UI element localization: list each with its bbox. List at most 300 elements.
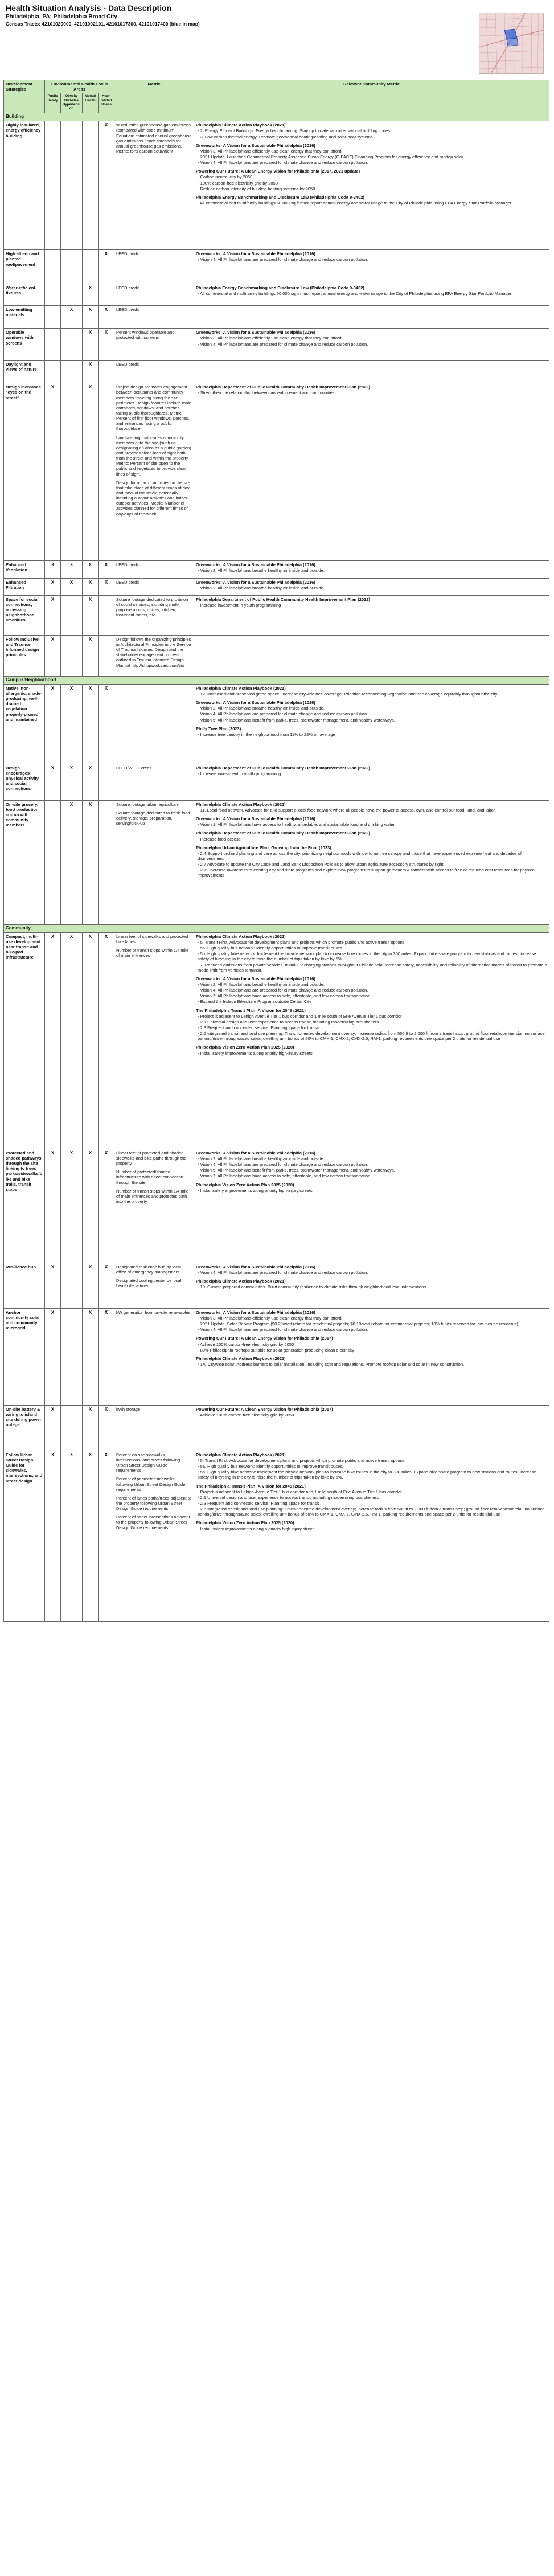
plan-item: - 80% Philadelphia rooftops suitable for solar generation producing clean electricity [198, 1347, 354, 1353]
strategy-cell: Design encourages physical activity and social connections [4, 764, 45, 800]
plan-item: - Reduce carbon intensity of building heating systems by 2050 [198, 186, 315, 191]
plan-title: Philadelphia Urban Agriculture Plan: Growing from the Root (2023) [196, 845, 331, 850]
plan-item: - 11. Local food network. Advocate for and support a local food network where all people have the power to access, own, and control our food, land, and labor. [198, 807, 496, 813]
metric-text: Square footage dedicated to provision of social services, including multi-purpose rooms, offices, kitchen, treatment rooms, etc. [116, 596, 190, 618]
table-row [4, 284, 549, 306]
x-public-safety [45, 800, 61, 924]
plan-reference [196, 143, 547, 166]
metric-text: % reduction greenhouse gas emissions (compared with code minimum Equation: estimated annual greenhouse gas emissions / code threshold for annual greenhouse gas emissions. Metric: tons carbon equivalent [116, 122, 193, 154]
metric-text: Number of transit stops within 1/4 mile of main entrances and protected path into the property [116, 1188, 190, 1204]
x-heat-illness: X [99, 1405, 114, 1451]
strategy-cell: Follow Urban Street Design Guide for sidewalks, intersections, and street design [4, 1451, 45, 1621]
relevant-metric-cell [194, 932, 549, 1149]
x-public-safety: X [45, 383, 61, 561]
plan-item: - Vision 4: All Philadelphians are prepared for climate change and reduce carbon pollution. [198, 711, 368, 717]
plan-title: Greenworks: A Vision for a Sustainable Philadelphia (2016) [196, 142, 315, 148]
x-public-safety: X [45, 1451, 61, 1621]
map-graphic [479, 13, 543, 73]
x-public-safety [45, 121, 61, 250]
section-row [4, 113, 549, 121]
plan-item: - Vision 2: All Philadelphians breathe healthy air inside and outside. [198, 1156, 325, 1161]
metric-cell [114, 800, 194, 924]
metric-text: Design follows the organizing principles in Architectural Principles in the Service of Trauma Informed Design and the stakeholder engagement process outlined in Trauma Informed Design Manual http://shopworksarc.com/tid/ [116, 636, 192, 668]
table-body [4, 113, 549, 1622]
x-obesity [61, 284, 83, 306]
plan-reference [196, 285, 547, 296]
plan-reference [196, 597, 547, 608]
x-obesity [61, 121, 83, 250]
relevant-metric-cell [194, 635, 549, 676]
metric-text: LEED credit [116, 251, 139, 257]
metric-cell [114, 1263, 194, 1308]
plan-item: - 5b. High quality bike network: Implement the bicycle network plan to increase bike routes in the city to 300 miles. Expand bike share program to new stations and routes. Increase safety of bicycling in the city to raise the number of trips taken by bike by 5%. [198, 951, 537, 962]
plan-reference [196, 1264, 547, 1275]
strategy-cell: Protected and shaded pathways through the site linking to trees parks/sidewalks/bike and bike trails, transit stops [4, 1149, 45, 1263]
plan-reference [196, 816, 547, 827]
table-row [4, 121, 549, 250]
plan-reference [196, 845, 547, 878]
plan-item: - 2.4 Support orchard planting and care across the city, prioritizing neighborhoods with low to no tree canopy and those that have experienced extreme heat and decades of disinvestment [198, 850, 523, 861]
plan-item: - 5a. High quality bus network: Identify opportunities to improve transit buses. [198, 945, 343, 951]
plan-item: - 2021 Update: Launched Commercial Property Assessed Clean Energy (C-PACE) Financing Program for energy efficiency and rooftop solar. [198, 154, 465, 159]
plan-reference [196, 1150, 547, 1179]
plan-item: - Install safety improvements along priority high-injury streets [198, 1187, 313, 1193]
plan-item: - 2.11 Increase awareness of existing city and state programs and explore new programs to support gardeners & farmers with access to free or reduced cost resources for physical improvements [198, 867, 537, 878]
metric-text: Percent windows operable and protected with screens [116, 330, 176, 341]
strategy-cell: Compact, multi-use development near transit and bike/ped infrastructure [4, 932, 45, 1149]
focus-col-mental-health: Mental Health [83, 93, 99, 113]
x-heat-illness: X [99, 329, 114, 361]
plan-reference [196, 1045, 547, 1055]
strategy-cell: Resilience hub [4, 1263, 45, 1308]
x-mental-health: X [83, 284, 99, 306]
x-public-safety: X [45, 1149, 61, 1263]
highlighted-tracts [504, 29, 517, 39]
x-public-safety: X [45, 635, 61, 676]
plan-item: - Vision 2: All Philadelphians breathe healthy air inside and outside. [198, 585, 325, 591]
relevant-metric-cell [194, 284, 549, 306]
plan-title: Greenworks: A Vision for a Sustainable Philadelphia (2016) [196, 579, 315, 585]
focus-col-public-safety: Public Safety [45, 93, 61, 113]
metric-cell [114, 284, 194, 306]
plan-item: - Vision 4: All Philadelphians are prepared for climate change and reduce carbon pollution. [198, 160, 368, 166]
relevant-metric-cell [194, 595, 549, 635]
plan-item: - Increase tree canopy in the neighborhood from 11% to 22% on average [198, 731, 335, 737]
x-mental-health: X [83, 684, 99, 764]
x-heat-illness: X [99, 1149, 114, 1263]
plan-title: Philadelphia Climate Action Playbook (2021) [196, 685, 286, 691]
x-obesity: X [61, 1451, 83, 1621]
metric-text: Linear feet of protected and shaded sidewalks and bike paths through the property [116, 1150, 188, 1166]
metric-text: Percent of lanes paths/trees adjacent to the property following Urban Street Design Guide requirements [116, 1495, 193, 1512]
plan-reference [196, 976, 547, 1005]
metric-text: Designated cooling center by local health department [116, 1278, 183, 1289]
x-public-safety: X [45, 1263, 61, 1308]
plan-item: - Vision 1: All Philadelphians have access to healthy, affordable, and sustainable food and drinking water. [198, 822, 396, 828]
plan-title: Philadelphia Energy Benchmarking and Disclosure Law (Philadelphia Code 9-3402) [196, 285, 364, 291]
table-row [4, 764, 549, 800]
metric-text: Percent of street intersections adjacent to the property following Urban Street Design Guide requirements [116, 1514, 191, 1530]
plan-item: - 2.5 Integrated transit and land use planning: Transit-oriented development overlay; Increase radius from 500 ft to 2,000 ft from a transit stop; ground floor retail/commercial; no surface parking/drive-throughs/auto sales; dwelling unit bonus of 50% to CMX-1, CMX-2, CMX-2.5, RM-1; parking requirements one space per 2 units for residential use [198, 1506, 546, 1517]
strategy-cell: Native, non-allergenic, shade-producing, well-drained vegetation properly pruned and maintained [4, 684, 45, 764]
plan-item: - Increase investment in youth programming [198, 771, 281, 776]
relevant-metric-cell [194, 1405, 549, 1451]
x-obesity [61, 361, 83, 383]
plan-item: - Vision 2: All Philadelphians breathe healthy air inside and outside. [198, 981, 325, 987]
metric-text: LEED/WELL credit [116, 765, 152, 771]
metric-text: LEED credit [116, 562, 139, 568]
metric-cell [114, 1308, 194, 1405]
focus-col-heat-illness: Heat-related Illness [99, 93, 114, 113]
plan-item: - 5a. High quality bus network: Identify opportunities to improve transit buses. [198, 1464, 343, 1469]
x-public-safety: X [45, 684, 61, 764]
plan-title: Philadelphia Department of Public Health Community Health Improvement Plan (2022) [196, 765, 370, 771]
plan-title: Greenworks: A Vision for a Sustainable Philadelphia (2016) [196, 1264, 315, 1269]
plan-item: - Install safety improvements along a priority high injury street [198, 1526, 314, 1531]
plan-item: - Strengthen the relationship between law enforcement and communities [198, 390, 335, 396]
x-mental-health: X [83, 800, 99, 924]
x-public-safety: X [45, 595, 61, 635]
x-mental-health: X [83, 1149, 99, 1263]
metric-cell [114, 578, 194, 595]
plan-item: - 100% carbon-free electricity grid by 2050 [198, 180, 278, 186]
x-mental-health: X [83, 306, 99, 329]
relevant-metric-cell [194, 578, 549, 595]
plan-title: Philadelphia Climate Action Playbook (2021) [196, 933, 286, 939]
x-mental-health: X [83, 635, 99, 676]
table-row [4, 361, 549, 383]
plan-item: - Increase food access [198, 836, 241, 842]
plan-title: The Philadelphia Transit Plan: A Vision for 2045 (2021) [196, 1008, 306, 1013]
plan-reference [196, 330, 547, 346]
x-mental-health [83, 121, 99, 250]
x-mental-health: X [83, 595, 99, 635]
plan-reference [196, 1356, 547, 1367]
x-obesity: X [61, 306, 83, 329]
plan-item: - Achieve 100% carbon-free electricity grid by 2050 [198, 1341, 294, 1347]
metric-text: Square footage dedicated to fresh food delivery, storage, preparation, serving/pick-up [116, 810, 191, 826]
section-row [4, 676, 549, 684]
strategy-cell: On-site battery & wiring to island site during power outage [4, 1405, 45, 1451]
plan-item: - Carbon neutral city by 2050 [198, 174, 253, 180]
metric-cell [114, 361, 194, 383]
x-public-safety [45, 306, 61, 329]
plan-title: Greenworks: A Vision for a Sustainable Philadelphia (2016) [196, 700, 315, 706]
metric-cell [114, 1405, 194, 1451]
plan-title: Greenworks: A Vision for a Sustainable Philadelphia (2016) [196, 330, 315, 335]
x-heat-illness [99, 764, 114, 800]
plan-title: Philadelphia Department of Public Health Community Health Improvement Plan (2022) [196, 384, 370, 390]
plan-title: Greenworks: A Vision for a Sustainable Philadelphia (2016) [196, 1150, 315, 1156]
metric-text: Project design promotes engagement between occupants and community members traveling along the site perimeter. Design features include main entrances, windows, and porches facing public thoroughfares. Metric: Percent of first floor windows, porches, and entrances facing a public thoroughfare. [116, 384, 193, 432]
x-heat-illness: X [99, 561, 114, 578]
plan-item: - Install safety improvements along priority high-injury streets [198, 1050, 313, 1056]
metric-text: Landscaping that invites community members onto the site (such as designating an area as a public garden) and provides clear lines of sight both from the street and within the property. Metric: Percent of site open to the public and vegetated to provide clear lines of sight. [116, 435, 192, 477]
x-heat-illness: X [99, 121, 114, 250]
plan-title: Greenworks: A Vision for a Sustainable Philadelphia (2016) [196, 976, 315, 981]
plan-item: - Project is adjacent to Lehigh Avenue Tier 1 bus corridor and 1 mile south of Erie Avenue Tier 1 bus corridor [198, 1489, 402, 1494]
x-heat-illness: X [99, 1451, 114, 1621]
plan-item: - Vision 7: All Philadelphians have access to safe, affordable, and low-carbon transportation. [198, 1173, 372, 1179]
plan-item: - 3. Low carbon thermal energy: Promote geothermal heating/cooling and solar heat systems. [198, 134, 374, 140]
strategy-cell: Low-emitting materials [4, 306, 45, 329]
plan-reference [196, 726, 547, 737]
plan-item: - Expand the Indego Bikeshare Program outside Center City [198, 999, 311, 1005]
relevant-metric-cell [194, 1451, 549, 1621]
metric-text: kWh storage [116, 1406, 141, 1412]
metric-text: LEED credit [116, 307, 139, 313]
census-tracts-line: Census Tracts: 42101020000, 42101002101, 42101017300, 42101017400 (blue in map) [6, 21, 200, 27]
strategy-cell: Follow Inclusive and Trauma-Informed design principles [4, 635, 45, 676]
plan-item: - 5. Transit First. Advocate for development plans and projects which promote public and active transit options. [198, 1457, 406, 1463]
plan-title: Philadelphia Department of Public Health Community Health Improvement Plan (2022) [196, 596, 370, 602]
metric-cell [114, 306, 194, 329]
metric-cell [114, 1451, 194, 1621]
x-obesity: X [61, 561, 83, 578]
section-title: Community [4, 924, 549, 932]
strategy-cell: On-site grocery/ food production co-run with community members [4, 800, 45, 924]
plan-title: Greenworks: A Vision for a Sustainable Philadelphia (2016) [196, 562, 315, 568]
plan-item: - Project is adjacent to Lehigh Avenue Tier 1 bus corridor and 1 mile south of Erie Avenue Tier 1 bus corridor [198, 1013, 402, 1019]
plan-reference [196, 686, 547, 697]
plan-reference [196, 1452, 547, 1480]
relevant-metric-cell [194, 561, 549, 578]
plan-item: - Vision 4: All Philadelphians are prepared for climate change and reduce carbon pollution. [198, 341, 368, 347]
focus-areas-header: Environmental Health Focus Areas [45, 80, 114, 93]
x-public-safety [45, 361, 61, 383]
x-mental-health: X [83, 932, 99, 1149]
table-row [4, 578, 549, 595]
metric-text: Percent of perimeter sidewalks, following Urban Street Design Guide requirements [116, 1476, 187, 1492]
x-public-safety [45, 329, 61, 361]
table-row [4, 250, 549, 284]
plan-title: Powering Our Future: A Clean Energy Vision for Philadelphia (2017, 2021 update) [196, 169, 360, 174]
census-tract-map [479, 13, 544, 74]
metric-cell [114, 635, 194, 676]
plan-reference [196, 562, 547, 573]
table-row [4, 932, 549, 1149]
plan-item: - 1A. Citywide solar: Address barriers to solar installation, including cost and regulations. Promote rooftop solar and solar in new construction. [198, 1361, 465, 1367]
plan-item: - Vision 4: All Philadelphians are prepared for climate change and reduce carbon pollution. [198, 988, 368, 993]
x-obesity [61, 329, 83, 361]
x-mental-health [83, 250, 99, 284]
plan-title: Philadelphia Climate Action Playbook (2021) [196, 122, 286, 128]
plan-item: - 2.3 Frequent and connected service: Planning space for transit [198, 1025, 319, 1030]
plan-title: Powering Our Future: A Clean Energy Vision for Philadelphia (2017) [196, 1336, 333, 1341]
plan-item: - Vision 3: All Philadelphians efficiently use clean energy that they can afford. [198, 1315, 343, 1321]
x-obesity: X [61, 1149, 83, 1263]
metric-cell [114, 932, 194, 1149]
relevant-metric-cell [194, 1263, 549, 1308]
relevant-metric-cell [194, 121, 549, 250]
metric-text: kW generation from on-site renewables [116, 1309, 191, 1315]
relevant-metric-cell [194, 800, 549, 924]
section-title: Building [4, 113, 549, 121]
x-public-safety [45, 250, 61, 284]
metric-text: Design for a mix of activities on the site that take place at different times of day and days of the week, potentially including outdoor activities and indoor-outdoor activities. Metric: Number of activities planned for different times of day/days of the week. [116, 480, 192, 517]
plan-title: Greenworks: A Vision for a Sustainable Philadelphia (2016) [196, 251, 315, 257]
x-public-safety [45, 284, 61, 306]
plan-reference [196, 1484, 547, 1517]
plan-item: - 2.1 Universal design and user experience to access transit, including modernizing bus shelters [198, 1019, 379, 1025]
relevant-metric-cell [194, 250, 549, 284]
strategies-header: Development Strategies [4, 80, 45, 113]
plan-item: - Vision 5: All Philadelphians benefit from parks, trees, stormwater management, and healthy waterways. [198, 717, 395, 723]
x-public-safety: X [45, 932, 61, 1149]
metric-cell [114, 764, 194, 800]
strategy-cell: High albedo and planted roof/pavement [4, 250, 45, 284]
plan-title: Philadelphia Climate Action Playbook (2021) [196, 1355, 286, 1361]
plan-title: Philadelphia Climate Action Playbook (2021) [196, 801, 286, 807]
plan-item: - Vision 4: All Philadelphians are prepared for climate change and reduce carbon pollution. [198, 257, 368, 263]
table-row [4, 329, 549, 361]
x-heat-illness: X [99, 1263, 114, 1308]
x-public-safety: X [45, 764, 61, 800]
plan-title: Philadelphia Energy Benchmarking and Disclosure Law (Philadelphia Code 9-3402) [196, 194, 364, 200]
plan-title: Philadelphia Climate Action Playbook (2021) [196, 1279, 286, 1284]
x-obesity: X [61, 764, 83, 800]
plan-reference [196, 251, 547, 262]
section-title: Campus/Neighborhood [4, 676, 549, 684]
x-heat-illness [99, 361, 114, 383]
strategy-cell: Daylight and views of nature [4, 361, 45, 383]
plan-item: - 12. Increased and preserved green space. Increase citywide tree coverage. Prioritize reconnecting vegetation and tree coverage equitably throughout the city. [198, 691, 499, 697]
plan-item: - Vision 3: All Philadelphians efficiently use clean energy that they can afford. [198, 335, 343, 341]
metric-text: LEED credit [116, 579, 139, 585]
x-public-safety: X [45, 1405, 61, 1451]
page-title: Health Situation Analysis - Data Description [6, 3, 172, 13]
plan-item: - Vision 4: All Philadelphians are prepared for climate change and reduce carbon pollution. [198, 1327, 368, 1333]
plan-title: The Philadelphia Transit Plan: A Vision for 2045 (2021) [196, 1483, 306, 1489]
x-mental-health: X [83, 383, 99, 561]
x-heat-illness [99, 800, 114, 924]
section-row [4, 924, 549, 932]
page-subtitle: Philadelphia, PA; Philadelphia Broad City [6, 14, 117, 20]
plan-item: - Increase investment in youth programming [198, 602, 281, 608]
metric-cell [114, 561, 194, 578]
x-obesity: X [61, 932, 83, 1149]
table-row [4, 595, 549, 635]
table-row [4, 1451, 549, 1621]
data-description-table [3, 80, 549, 1622]
plan-item: - 10. Climate prepared communities. Build community resilience to climate risks through neighborhood level interventions. [198, 1284, 428, 1290]
table-row [4, 383, 549, 561]
table-row [4, 684, 549, 764]
x-heat-illness: X [99, 578, 114, 595]
plan-item: - 2. Energy Efficient Buildings. Energy benchmarking: Stay up to date with international building codes. [198, 128, 392, 134]
x-heat-illness [99, 284, 114, 306]
x-mental-health: X [83, 329, 99, 361]
plan-item: - 7. Reduced emissions from private vehicles. Install EV charging stations throughout Philadelphia. Increase safety, accessibility and reliability of alternative modes of transit to promote a mode shift from vehicles to transit. [198, 962, 549, 973]
plan-item: - Achieve 100% carbon-free electricity grid by 2050 [198, 1412, 294, 1418]
document-header [6, 3, 416, 27]
relevant-metric-cell [194, 383, 549, 561]
table-row [4, 306, 549, 329]
x-heat-illness [99, 635, 114, 676]
x-heat-illness [99, 595, 114, 635]
strategy-cell: Space for social connections; accessing neighborhood amenities [4, 595, 45, 635]
metric-text: Number of transit stops within 1/4 mile of main entrances [116, 948, 190, 959]
relevant-metric-header: Relevant Community Metric [194, 80, 549, 113]
plan-reference [196, 1279, 547, 1289]
plan-item: - Vision 4: All Philadelphians are prepared for climate change and reduce carbon pollution. [198, 1269, 368, 1275]
relevant-metric-cell [194, 329, 549, 361]
strategy-cell: Highly insulated, energy efficiency building [4, 121, 45, 250]
x-public-safety: X [45, 578, 61, 595]
x-heat-illness: X [99, 1308, 114, 1405]
plan-title: Greenworks: A Vision for a Sustainable Philadelphia (2016) [196, 1309, 315, 1315]
metric-cell [114, 121, 194, 250]
plan-reference [196, 1182, 547, 1193]
plan-item: - 2.3 Frequent and connected service: Planning space for transit [198, 1500, 319, 1506]
plan-reference [196, 1520, 547, 1531]
x-obesity [61, 635, 83, 676]
relevant-metric-cell [194, 306, 549, 329]
x-heat-illness: X [99, 250, 114, 284]
metric-header: Metric [114, 80, 194, 113]
plan-item: - Vision 3: All Philadelphians efficiently use clean energy that they can afford. [198, 148, 343, 154]
plan-item: - Vision 4: All Philadelphians are prepared for climate change and reduce carbon pollution. [198, 1162, 368, 1168]
plan-item: - Vision 5: All Philadelphians benefit from parks, trees, stormwater management, and healthy waterways. [198, 1168, 395, 1173]
plan-reference [196, 1336, 547, 1352]
plan-reference [196, 580, 547, 591]
strategy-cell: Operable windows with screens [4, 329, 45, 361]
strategy-cell: Anchor community solar and community microgrid [4, 1308, 45, 1405]
metric-text: Square footage urban agriculture [116, 801, 179, 807]
plan-reference [196, 830, 547, 841]
x-obesity: X [61, 800, 83, 924]
plan-title: Greenworks: A Vision for a Sustainable Philadelphia (2016) [196, 816, 315, 822]
plan-item: - 5b. High quality bike network: Implement the bicycle network plan to increase bike routes in the city to 300 miles. Expand bike share program to new stations and routes. Increase safety of bicycling in the city to raise the number of trips taken by bike by 5%. [198, 1469, 537, 1480]
plan-item: - Vision 7: All Philadelphians have access to safe, affordable, and low-carbon transportation. [198, 993, 372, 999]
plan-reference [196, 765, 547, 776]
x-obesity [61, 250, 83, 284]
x-mental-health: X [83, 764, 99, 800]
table-row [4, 1149, 549, 1263]
plan-reference [196, 169, 547, 191]
plan-reference [196, 195, 547, 206]
table-row [4, 1405, 549, 1451]
x-heat-illness: X [99, 684, 114, 764]
x-obesity: X [61, 684, 83, 764]
x-mental-health: X [83, 578, 99, 595]
metric-cell [114, 329, 194, 361]
relevant-metric-cell [194, 684, 549, 764]
plan-reference [196, 384, 547, 395]
plan-item: - 5. Transit First. Advocate for development plans and projects which promote public and active transit options. [198, 939, 406, 945]
plan-title: Philadelphia Vision Zero Action Plan 2025 (2020) [196, 1182, 294, 1187]
plan-reference [196, 1310, 547, 1333]
plan-title: Philadelphia Vision Zero Action Plan 2025 (2020) [196, 1045, 294, 1050]
x-mental-health: X [83, 1263, 99, 1308]
plan-reference [196, 700, 547, 723]
plan-reference [196, 1008, 547, 1042]
table-row [4, 800, 549, 924]
x-mental-health: X [83, 361, 99, 383]
metric-cell [114, 383, 194, 561]
x-mental-health: X [83, 1405, 99, 1451]
focus-col-obesity: Obesity Diabetes Hypertension [61, 93, 83, 113]
x-obesity [61, 383, 83, 561]
plan-reference [196, 1407, 547, 1418]
relevant-metric-cell [194, 361, 549, 383]
metric-cell [114, 1149, 194, 1263]
plan-title: Philly Tree Plan (2023) [196, 726, 241, 731]
x-heat-illness: X [99, 306, 114, 329]
plan-title: Philadelphia Vision Zero Action Plan 2025 (2020) [196, 1520, 294, 1526]
plan-item: - 2.5 Integrated transit and land use planning: Transit-oriented development overlay; Increase radius from 500 ft to 2,000 ft from a transit stop; ground floor retail/commercial; no surface parking/drive-throughs/auto sales; dwelling unit bonus of 50% to CMX-1, CMX-2, CMX-2.5, RM-1; parking requirements one space per 2 units for residential use [198, 1031, 546, 1042]
plan-title: Powering Our Future: A Clean Energy Vision for Philadelphia (2017) [196, 1406, 333, 1412]
